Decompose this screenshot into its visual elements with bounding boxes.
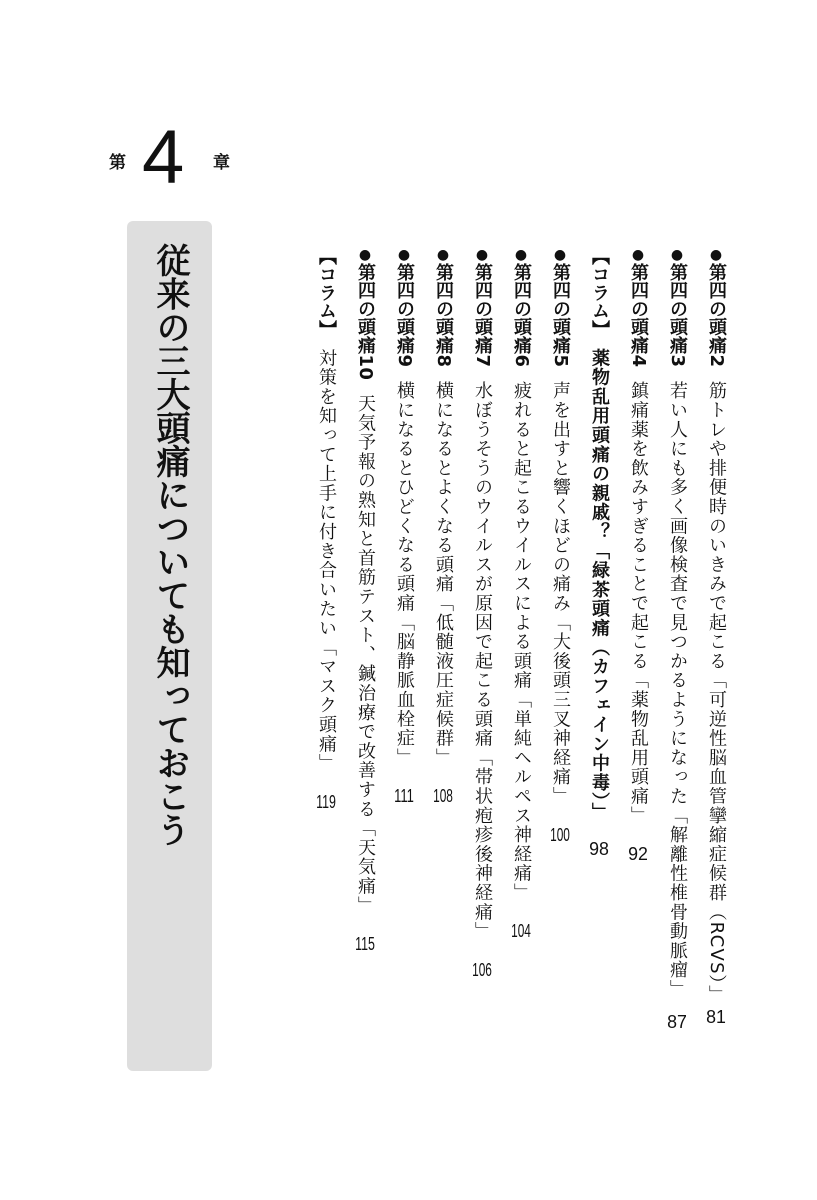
chapter-prefix: 第 [109, 153, 126, 173]
toc-entry[interactable] [389, 247, 419, 1127]
bullet-icon: ● [708, 247, 724, 263]
bullet-icon: ● [474, 247, 490, 263]
toc-label: 第四の頭痛7 [472, 263, 493, 368]
bullet-icon: ● [669, 247, 685, 263]
toc-label: 第四の頭痛4 [628, 263, 649, 368]
chapter-title: 従来の三大頭痛についても知っておこう [150, 243, 190, 846]
toc-page: 104 [511, 922, 531, 941]
toc-page: 111 [394, 787, 414, 806]
toc-text: 声を出すと響くほどの痛み「大後頭三叉神経痛」 [550, 381, 571, 806]
bullet-icon: ● [435, 247, 451, 263]
toc-text: 横になるとよくなる頭痛「低髄液圧症候群」 [433, 381, 454, 768]
chapter-title-box [127, 221, 212, 1071]
toc-entry[interactable] [545, 247, 575, 1127]
toc-page: 81 [706, 1008, 726, 1027]
toc-text: 若い人にも多く画像検査で見つかるようになった「解離性椎骨動脈瘤」 [667, 381, 688, 999]
toc-page: 108 [433, 787, 453, 806]
chapter-number: 4 [142, 115, 185, 200]
toc-entry[interactable] [506, 247, 536, 1127]
toc-entry[interactable] [428, 247, 458, 1127]
toc-page: 119 [316, 793, 336, 812]
toc-text: 疲れると起こるウイルスによる頭痛「単純ヘルペス神経痛」 [511, 381, 532, 903]
bullet-icon: ● [396, 247, 412, 263]
toc-text: 対策を知って上手に付き合いたい「マスク頭痛」 [316, 348, 337, 774]
toc-page: 100 [550, 825, 570, 844]
toc-page: 98 [589, 840, 609, 858]
toc-entry[interactable] [350, 247, 380, 1127]
bullet-icon: ● [630, 247, 646, 263]
toc-text: 水ぼうそうのウイルスが原因で起こる頭痛「帯状疱疹後神経痛」 [472, 381, 493, 942]
toc-label: 第四の頭痛9 [394, 263, 415, 368]
toc-label: 第四の頭痛10 [355, 263, 376, 381]
toc-label: 第四の頭痛2 [706, 263, 727, 368]
toc-page: 115 [355, 935, 375, 954]
toc-entry[interactable] [623, 247, 653, 1127]
bullet-icon: ● [357, 247, 373, 263]
bullet-icon: ● [552, 247, 568, 263]
toc-label: 第四の頭痛5 [550, 263, 571, 368]
toc-label: 【コラム】 [316, 247, 337, 339]
toc-text: 横になるとひどくなる頭痛「脳静脈血栓症」 [394, 381, 415, 768]
toc-page: 87 [667, 1012, 687, 1031]
toc-entry[interactable] [311, 247, 341, 1127]
toc-page: 92 [628, 845, 648, 864]
toc-entry[interactable] [467, 247, 497, 1127]
toc-text: 天気予報の熟知と首筋テスト、鍼治療で改善する「天気痛」 [355, 394, 376, 916]
toc-label: 第四の頭痛8 [433, 263, 454, 368]
toc-text: 筋トレや排便時のいきみで起こる「可逆性脳血管攣縮症候群（RCVS）」 [706, 381, 727, 1005]
bullet-icon: ● [513, 247, 529, 263]
toc-label: 第四の頭痛3 [667, 263, 688, 368]
chapter-suffix: 章 [213, 153, 230, 173]
toc-text: 薬物乱用頭痛の親戚？「緑茶頭痛（カフェイン中毒）」 [589, 348, 610, 822]
toc-entry[interactable] [662, 247, 692, 1127]
toc-entry[interactable] [584, 247, 614, 1127]
toc-page: 106 [472, 961, 492, 980]
toc-text: 鎮痛薬を飲みすぎることで起こる「薬物乱用頭痛」 [628, 381, 649, 826]
toc-entry[interactable] [701, 247, 731, 1127]
toc-label: 【コラム】 [589, 247, 610, 339]
toc-label: 第四の頭痛6 [511, 263, 532, 368]
